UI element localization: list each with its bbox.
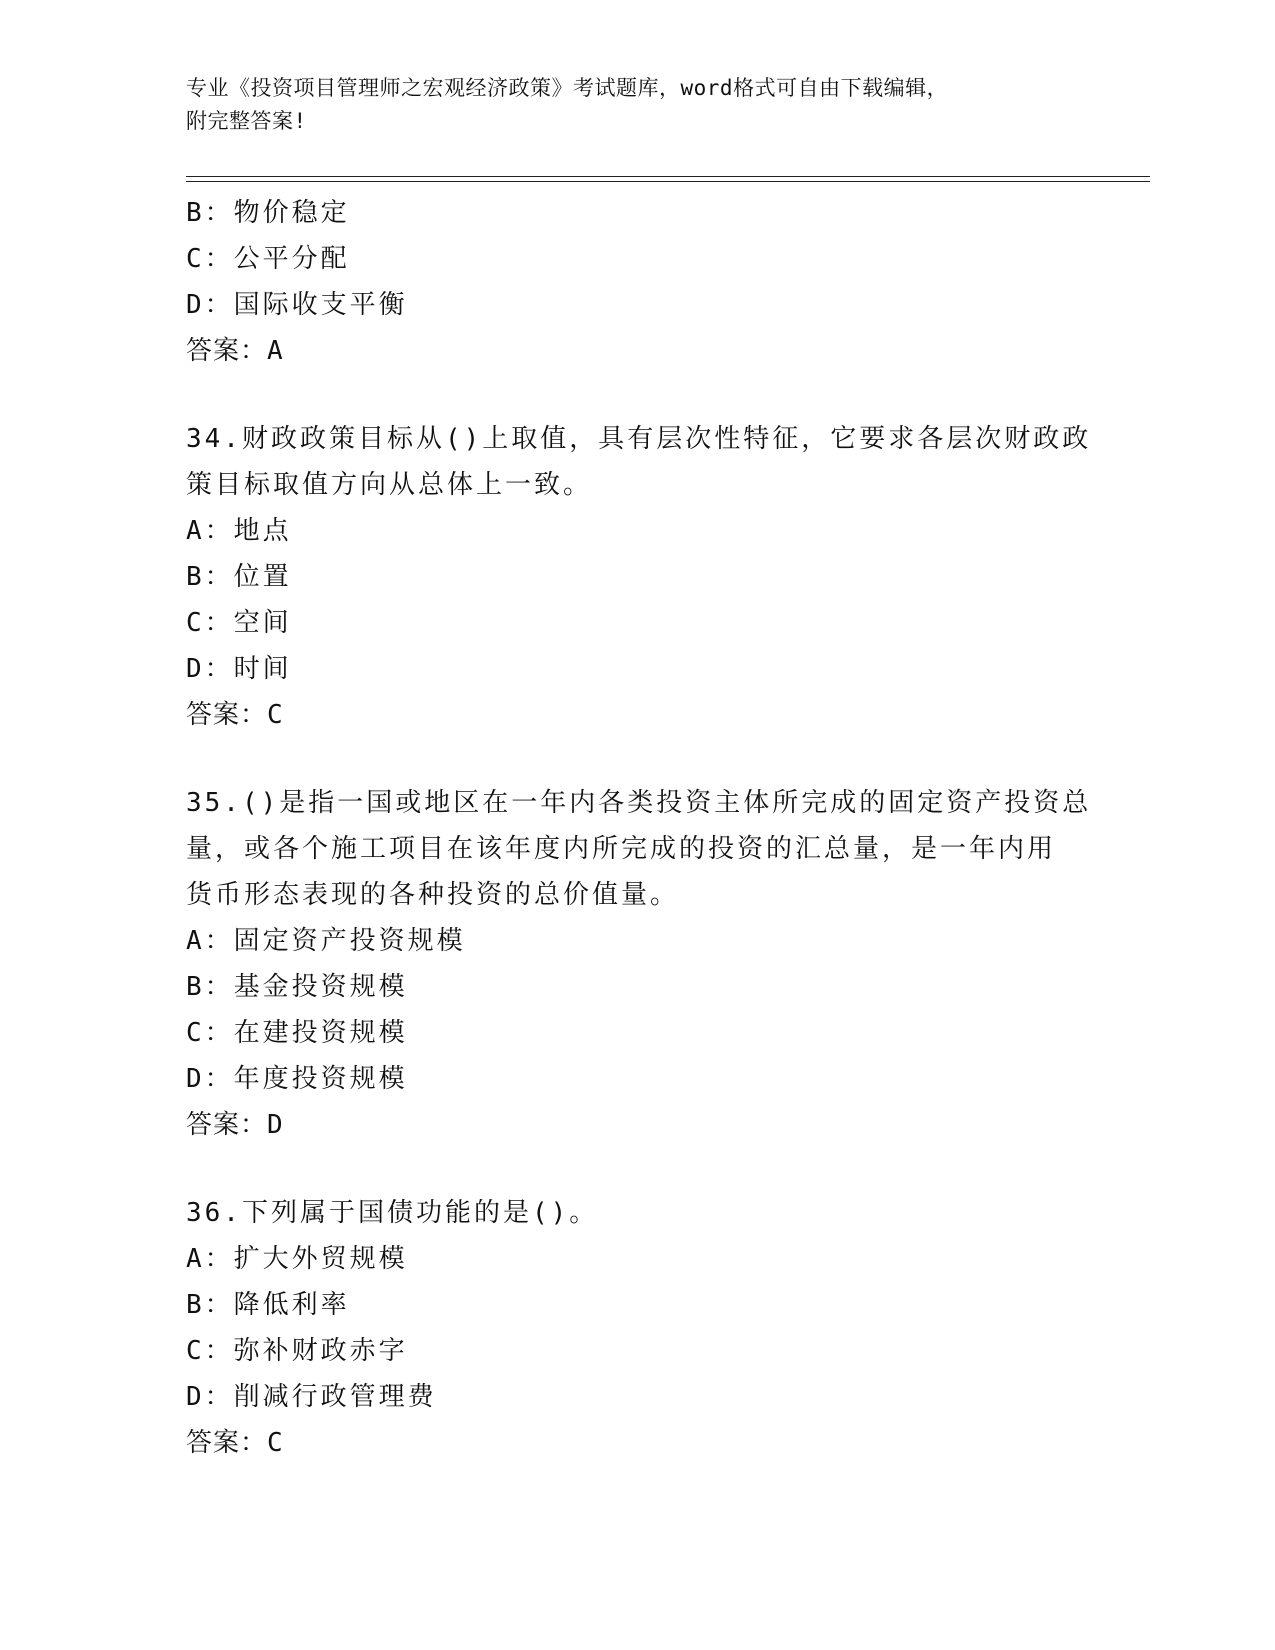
answer-value: D (267, 1110, 284, 1140)
option-a: A：地点 (186, 516, 292, 546)
question-text-line: 34.财政政策目标从()上取值，具有层次性特征，它要求各层次财政政 (186, 424, 1092, 454)
option-c: C：公平分配 (186, 244, 350, 274)
option-c: C：在建投资规模 (186, 1018, 408, 1048)
question-35 (186, 780, 1092, 1148)
answer-value: C (267, 700, 284, 730)
option-d: D：国际收支平衡 (186, 290, 408, 320)
answer-label: 答案： (186, 700, 268, 730)
answer-label: 答案： (186, 1428, 268, 1458)
option-c: C：弥补财政赤字 (186, 1336, 408, 1366)
document-header (186, 72, 1086, 138)
question-34 (186, 416, 1092, 738)
option-a: A：扩大外贸规模 (186, 1244, 408, 1274)
question-text-line: 35.()是指一国或地区在一年内各类投资主体所完成的固定资产投资总 (186, 788, 1092, 818)
question-list (186, 190, 1092, 1466)
question-36 (186, 1190, 1086, 1466)
option-d: D：削减行政管理费 (186, 1382, 437, 1412)
answer (186, 692, 1086, 738)
answer-value: C (267, 1428, 284, 1458)
question-text-line: 量，或各个施工项目在该年度内所完成的投资的汇总量，是一年内用 (186, 834, 1057, 864)
answer-value: A (267, 336, 284, 366)
option-b: B：物价稳定 (186, 198, 350, 228)
header-line-2: 附完整答案! (186, 109, 307, 133)
option-b: B：基金投资规模 (186, 972, 408, 1002)
option-d: D：年度投资规模 (186, 1064, 408, 1094)
question-text-line: 货币形态表现的各种投资的总价值量。 (186, 880, 680, 910)
question-text-line: 36.下列属于国债功能的是()。 (186, 1198, 599, 1228)
answer (186, 1102, 1086, 1148)
answer (186, 328, 1086, 374)
question-33-tail (186, 190, 1086, 374)
option-a: A：固定资产投资规模 (186, 926, 466, 956)
header-rule-top (186, 176, 1150, 177)
option-c: C：空间 (186, 608, 292, 638)
option-b: B：位置 (186, 562, 292, 592)
header-rule-bottom (186, 181, 1150, 182)
answer-label: 答案： (186, 1110, 268, 1140)
header-line-1: 专业《投资项目管理师之宏观经济政策》考试题库，word格式可自由下载编辑， (186, 76, 949, 100)
option-b: B：降低利率 (186, 1290, 350, 1320)
answer-label: 答案： (186, 336, 268, 366)
option-d: D：时间 (186, 654, 292, 684)
answer (186, 1420, 1086, 1466)
question-text-line: 策目标取值方向从总体上一致。 (186, 470, 593, 500)
